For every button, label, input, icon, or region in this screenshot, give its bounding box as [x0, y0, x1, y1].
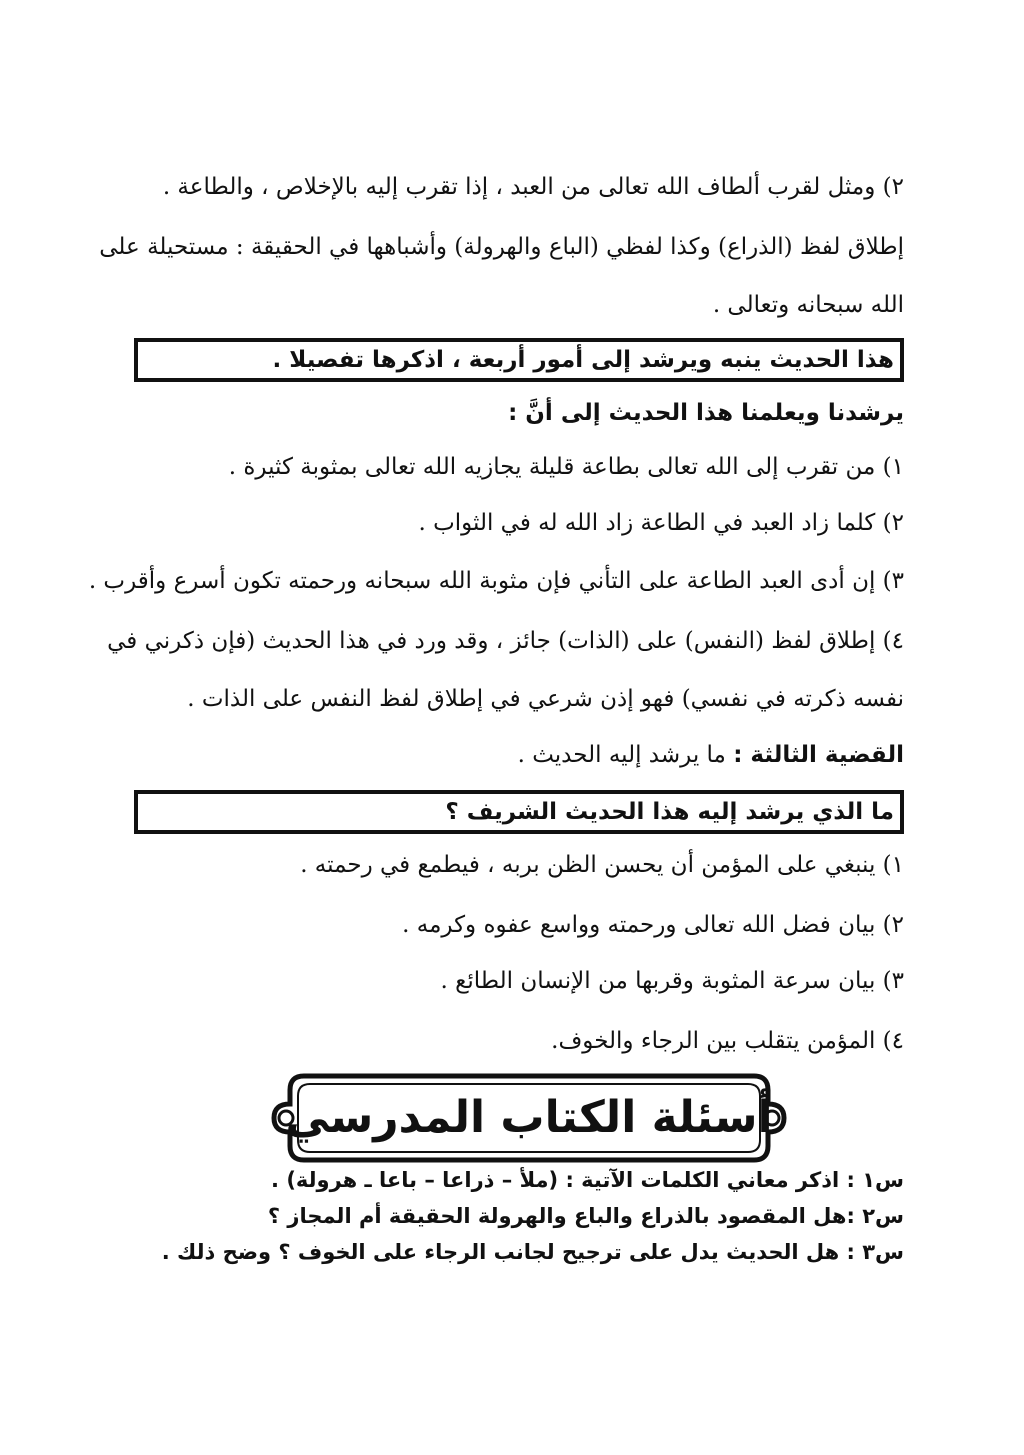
question-1-words: (ملأ – ذراعا – باعا ـ هرولة) .	[271, 1168, 559, 1192]
boxed-question-guidance: ما الذي يرشد إليه هذا الحديث الشريف ؟	[134, 790, 904, 834]
guidance-item-4: ٤) المؤمن يتقلب بين الرجاء والخوف.	[551, 1028, 904, 1054]
intro-line-1: ٢) ومثل لقرب ألطاف الله تعالى من العبد ، إذا تقرب إليه بالإخلاص ، والطاعة .	[162, 174, 904, 200]
lessons-heading: يرشدنا ويعلمنا هذا الحديث إلى أنَّ :	[508, 400, 904, 426]
issue-three-text: ما يرشد إليه الحديث .	[517, 742, 726, 768]
lesson-item-4-line-2: نفسه ذكرته في نفسي) فهو إذن شرعي في إطلاق لفظ النفس على الذات .	[187, 686, 904, 712]
lesson-item-2: ٢) كلما زاد العبد في الطاعة زاد الله له في الثواب .	[418, 510, 904, 536]
lesson-item-1: ١) من تقرب إلى الله تعالى بطاعة قليلة يجازيه الله تعالى بمثوبة كثيرة .	[228, 454, 904, 480]
issue-three	[129, 740, 904, 770]
question-1-label: س١ : اذكر معاني الكلمات الآتية :	[565, 1168, 904, 1192]
section-title: أسئلة الكتاب المدرسي	[285, 1092, 773, 1143]
section-heading-frame	[264, 1068, 794, 1168]
guidance-item-1: ١) ينبغي على المؤمن أن يحسن الظن بربه ، فيطمع في رحمته .	[300, 852, 904, 878]
guidance-item-2: ٢) بيان فضل الله تعالى ورحمته وواسع عفوه وكرمه .	[402, 912, 904, 938]
question-3: س٣ : هل الحديث يدل على ترجيح لجانب الرجاء على الخوف ؟ وضح ذلك .	[161, 1240, 904, 1264]
issue-three-label: القضية الثالثة :	[733, 742, 904, 768]
intro-line-3: الله سبحانه وتعالى .	[712, 292, 904, 318]
question-2: س٢ :هل المقصود بالذراع والباع والهرولة الحقيقة أم المجاز ؟	[267, 1204, 904, 1228]
lesson-item-4-line-1: ٤) إطلاق لفظ (النفس) على (الذات) جائز ، وقد ورد في هذا الحديث (فإن ذكرني في	[107, 628, 904, 654]
lesson-item-3: ٣) إن أدى العبد الطاعة على التأني فإن مثوبة الله سبحانه ورحمته تكون أسرع وأقرب .	[88, 568, 904, 594]
intro-line-2: إطلاق لفظ (الذراع) وكذا لفظي (الباع والهرولة) وأشباهها في الحقيقة : مستحيلة على	[99, 234, 904, 260]
guidance-item-3: ٣) بيان سرعة المثوبة وقربها من الإنسان الطائع .	[440, 968, 904, 994]
question-1	[129, 1166, 904, 1194]
boxed-question-four-matters: هذا الحديث ينبه ويرشد إلى أمور أربعة ، اذكرها تفصيلا .	[134, 338, 904, 382]
